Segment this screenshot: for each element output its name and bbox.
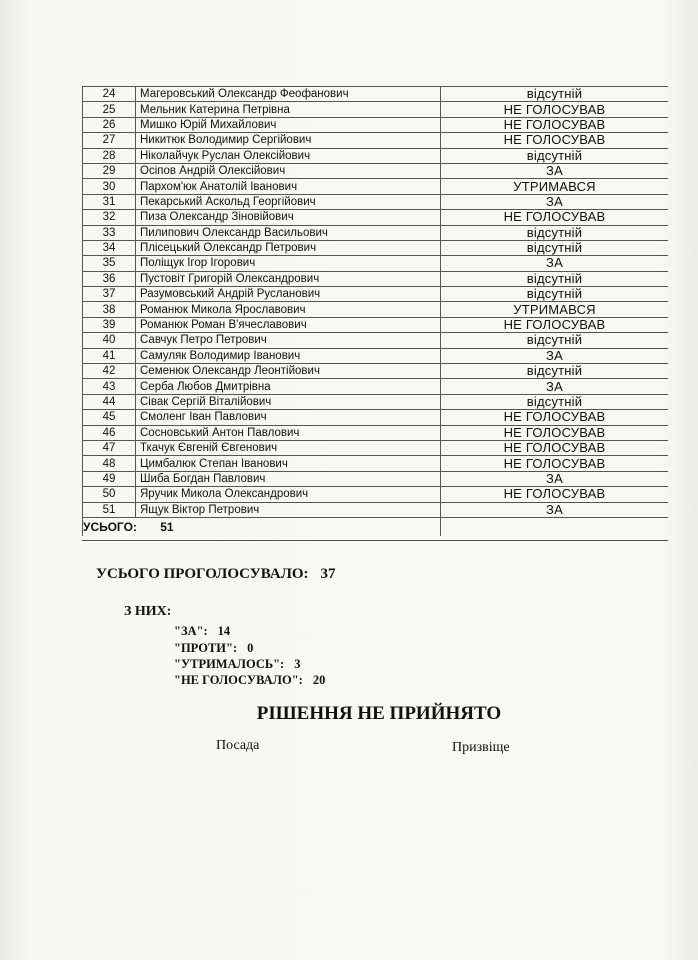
vote-result: ЗА — [441, 348, 669, 363]
member-name: Магеровський Олександр Феофанович — [136, 87, 441, 102]
decision-heading: РІШЕННЯ НЕ ПРИЙНЯТО — [256, 703, 502, 724]
table-row — [83, 102, 669, 117]
row-number: 42 — [83, 364, 136, 379]
voted-label: УСЬОГО ПРОГОЛОСУВАЛО: — [96, 566, 309, 582]
row-number: 43 — [83, 379, 136, 394]
stat-abstained-value: 3 — [294, 657, 301, 671]
member-name: Сівак Сергій Віталійович — [136, 394, 441, 409]
member-name: Пархом'юк Анатолій Іванович — [136, 179, 441, 194]
vote-result: НЕ ГОЛОСУВАВ — [441, 456, 669, 471]
row-number: 37 — [83, 287, 136, 302]
table-row — [83, 194, 669, 209]
vote-result: НЕ ГОЛОСУВАВ — [441, 117, 669, 132]
member-name: Пилипович Олександр Васильович — [136, 225, 441, 240]
member-name: Самуляк Володимир Іванович — [136, 348, 441, 363]
member-name: Пустовіт Григорій Олександрович — [136, 271, 441, 286]
member-name: Шиба Богдан Павлович — [136, 471, 441, 486]
vote-result: ЗА — [441, 163, 669, 178]
row-number: 32 — [83, 210, 136, 225]
vote-result: НЕ ГОЛОСУВАВ — [441, 102, 669, 117]
stat-for-label: "ЗА": — [174, 624, 208, 638]
table-row — [83, 148, 669, 163]
row-number: 48 — [83, 456, 136, 471]
member-name: Никитюк Володимир Сергійович — [136, 133, 441, 148]
voted-value: 37 — [320, 566, 336, 582]
table-row — [83, 133, 669, 148]
row-number: 50 — [83, 487, 136, 502]
vote-result: ЗА — [441, 502, 669, 517]
vote-result: ЗА — [441, 379, 669, 394]
vote-table — [82, 86, 668, 536]
member-name: Ящук Віктор Петрович — [136, 502, 441, 517]
vote-result: НЕ ГОЛОСУВАВ — [441, 210, 669, 225]
member-name: Ткачук Євгеній Євгенович — [136, 440, 441, 455]
signature-position: Посада — [216, 738, 260, 753]
row-number: 28 — [83, 148, 136, 163]
table-row — [83, 487, 669, 502]
vote-result: НЕ ГОЛОСУВАВ — [441, 317, 669, 332]
table-row — [83, 425, 669, 440]
row-number: 33 — [83, 225, 136, 240]
vote-result: УТРИМАВСЯ — [441, 179, 669, 194]
member-name: Мельник Катерина Петрівна — [136, 102, 441, 117]
table-row — [83, 287, 669, 302]
row-number: 25 — [83, 102, 136, 117]
member-name: Разумовський Андрій Русланович — [136, 287, 441, 302]
vote-result: відсутній — [441, 148, 669, 163]
table-row — [83, 179, 669, 194]
table-row — [83, 502, 669, 517]
row-number: 36 — [83, 271, 136, 286]
total-empty-cell — [441, 517, 669, 536]
table-row — [83, 456, 669, 471]
stat-abstained — [174, 657, 300, 672]
vote-result: УТРИМАВСЯ — [441, 302, 669, 317]
vote-result: НЕ ГОЛОСУВАВ — [441, 425, 669, 440]
table-row — [83, 240, 669, 255]
member-name: Мишко Юрій Михайлович — [136, 117, 441, 132]
row-number: 35 — [83, 256, 136, 271]
stat-not-voted-value: 20 — [312, 673, 326, 687]
stat-for — [174, 624, 230, 639]
vote-result: НЕ ГОЛОСУВАВ — [441, 440, 669, 455]
member-name: Романюк Микола Ярославович — [136, 302, 441, 317]
stat-for-value: 14 — [217, 624, 231, 638]
member-name: Сосновський Антон Павлович — [136, 425, 441, 440]
vote-result: відсутній — [441, 333, 669, 348]
vote-result: відсутній — [441, 394, 669, 409]
vote-result: відсутній — [441, 271, 669, 286]
member-name: Смоленг Іван Павлович — [136, 410, 441, 425]
member-name: Плісецький Олександр Петрович — [136, 240, 441, 255]
stat-abstained-label: "УТРИМАЛОСЬ": — [174, 657, 285, 671]
table-row — [83, 117, 669, 132]
total-row — [83, 517, 669, 536]
member-name: Семенюк Олександр Леонтійович — [136, 364, 441, 379]
member-name: Пекарський Аскольд Георгійович — [136, 194, 441, 209]
row-number: 44 — [83, 394, 136, 409]
row-number: 38 — [83, 302, 136, 317]
row-number: 49 — [83, 471, 136, 486]
member-name: Поліщук Ігор Ігорович — [136, 256, 441, 271]
vote-result: відсутній — [441, 240, 669, 255]
table-row — [83, 225, 669, 240]
vote-result: відсутній — [441, 87, 669, 102]
row-number: 51 — [83, 502, 136, 517]
total-value: 51 — [160, 519, 174, 534]
vote-result: НЕ ГОЛОСУВАВ — [441, 487, 669, 502]
total-label: УСЬОГО: — [83, 519, 137, 534]
vote-result: ЗА — [441, 471, 669, 486]
stat-not-voted-label: "НЕ ГОЛОСУВАЛО": — [174, 673, 303, 687]
member-name: Серба Любов Дмитрівна — [136, 379, 441, 394]
vote-table-body — [83, 87, 669, 518]
vote-result: відсутній — [441, 225, 669, 240]
table-row — [83, 256, 669, 271]
row-number: 40 — [83, 333, 136, 348]
vote-result: НЕ ГОЛОСУВАВ — [441, 410, 669, 425]
row-number: 30 — [83, 179, 136, 194]
stat-against-value: 0 — [247, 641, 254, 655]
table-row — [83, 333, 669, 348]
row-number: 34 — [83, 240, 136, 255]
table-row — [83, 440, 669, 455]
member-name: Цимбалюк Степан Іванович — [136, 456, 441, 471]
table-row — [83, 471, 669, 486]
table-row — [83, 163, 669, 178]
member-name: Яручик Микола Олександрович — [136, 487, 441, 502]
voted-summary — [96, 566, 336, 583]
vote-result: відсутній — [441, 287, 669, 302]
signature-surname: Призвіще — [452, 740, 510, 755]
vote-result: ЗА — [441, 194, 669, 209]
row-number: 41 — [83, 348, 136, 363]
vote-result: НЕ ГОЛОСУВАВ — [441, 133, 669, 148]
row-number: 47 — [83, 440, 136, 455]
table-row — [83, 394, 669, 409]
member-name: Осіпов Андрій Олексійович — [136, 163, 441, 178]
table-row — [83, 364, 669, 379]
row-number: 29 — [83, 163, 136, 178]
table-bottom-line — [82, 540, 668, 541]
row-number: 31 — [83, 194, 136, 209]
stat-against — [174, 641, 253, 656]
member-name: Пиза Олександр Зіновійович — [136, 210, 441, 225]
table-row — [83, 379, 669, 394]
vote-result: відсутній — [441, 364, 669, 379]
row-number: 26 — [83, 117, 136, 132]
row-number: 27 — [83, 133, 136, 148]
vote-result: ЗА — [441, 256, 669, 271]
table-row — [83, 87, 669, 102]
table-row — [83, 317, 669, 332]
row-number: 39 — [83, 317, 136, 332]
row-number: 24 — [83, 87, 136, 102]
table-row — [83, 348, 669, 363]
table-row — [83, 302, 669, 317]
row-number: 46 — [83, 425, 136, 440]
of-them-heading: З НИХ: — [124, 604, 172, 619]
table-row — [83, 271, 669, 286]
table-row — [83, 410, 669, 425]
row-number: 45 — [83, 410, 136, 425]
stat-against-label: "ПРОТИ": — [174, 641, 238, 655]
member-name: Ніколайчук Руслан Олексійович — [136, 148, 441, 163]
table-row — [83, 210, 669, 225]
member-name: Романюк Роман В'ячеславович — [136, 317, 441, 332]
total-cell — [83, 517, 441, 536]
stat-not-voted — [174, 673, 325, 688]
member-name: Савчук Петро Петрович — [136, 333, 441, 348]
